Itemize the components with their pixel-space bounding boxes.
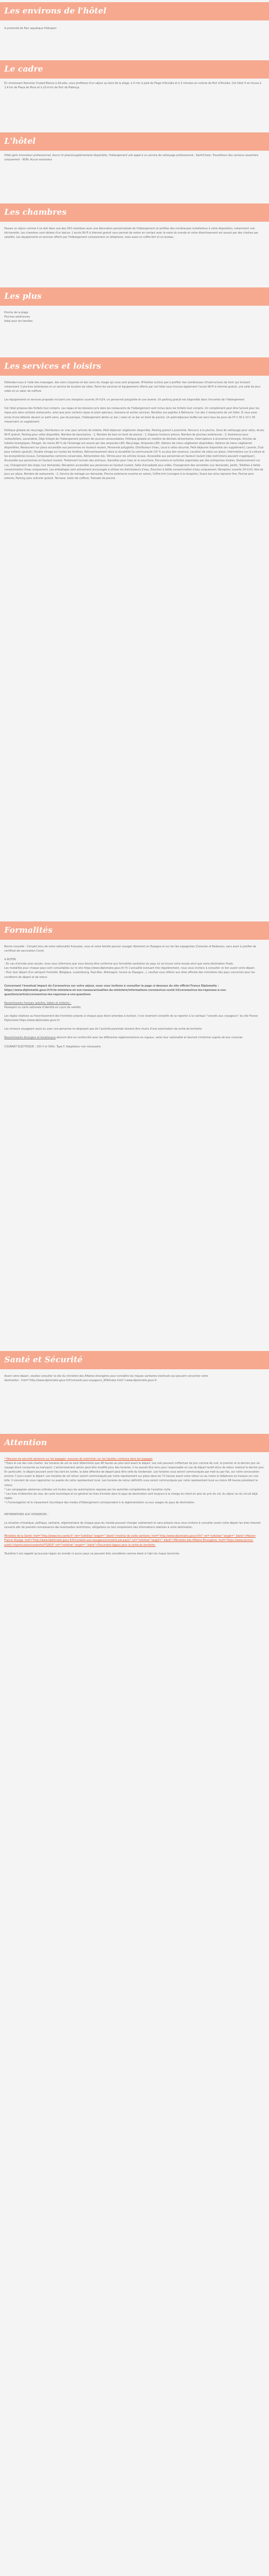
section-title-services: Les services et loisirs xyxy=(4,361,101,371)
risque-terroriste-text: Toutefois il est rappelé qu'aucune région du monde ni aucun pays ne peuvent être considérés comme étant à l'abri du risque terroriste. xyxy=(4,1552,180,1556)
cadre-text: En choisissant Iberostar Ciudad Blanca à Alcudia, vous profiterez d'un séjour au bord de la plage, à 4 min à pied de Plage d'Alcúdia et à 3 minutes en voiture de Port d'Alcúdia. Cet hôtel 4 se trouve à 2,4 km de Playa de Muro et à 10,4 km de Port de Pollença. xyxy=(4,82,261,90)
section-header-cadre xyxy=(0,60,269,79)
ressortissants-etrangers-heading: Ressortissants étrangers et binationaux xyxy=(4,1037,56,1040)
hotel-text: Hôtel géré innovateur professionnel. Aucun lit pliant/supplémentaire disponible, l'hébergement soit appel à un service de nettoyage professionnel , EarthCheck, Travelifours des secteurs essentiels uniquement - NON; Aucun ascenseur xyxy=(4,154,259,162)
services-paragraph: Les équipements et services proposés incluent une réception ouverte 24 h/24, un personnel polyglotte et une laverie. Un parking gratuit est disponible dans l'enceinte de l'hébergement. xyxy=(4,399,245,402)
informations-voyageurs-text: La situation climatique, politique, sanitaire, réglementaire de chaque pays du monde pouvant changer subitement et sans préavis nous vous invitons à consulter avant votre départ les sites Internet suivants afin de prendre connaissance des éventuelles restrictions, obligations ou tout simplement des informations relatives à votre destination. xyxy=(4,1522,261,1530)
regles-frontieres-text: Les règles relatives au franchissement des frontières propres à chaque pays étant amenées à évoluer, il est vivement conseillé de se reporter à la rubrique "conseils aux voyageurs" du site France Diplomatie:https://www.diplomatie.gouv.fr/ xyxy=(4,1015,258,1023)
section-header-plus xyxy=(0,287,269,306)
attention-line: * Les frais d'obtention de visa, de carte touristique et en général les frais d'entrée dans le pays de destination sont toujours à la charge du client en plus du prix du vol, du séjour ou du circuit déjà réglés. xyxy=(4,1493,258,1500)
mineurs-text: Les mineurs voyageant seuls ou avec une personne ne disposant pas de l'autorité parentale doivent être munis d'une autorisation de sortie de territoire. xyxy=(4,1028,203,1031)
services-paragraph: Politique globale de recyclage, Distributeur en vrac pour articles de toilette, Petit-déjeuner végétarien disponible, Parking gratuit à proximité, Parcours à la piscine, Zone de nettoyage pour vélos, Accès Wi-Fi gratuit, Parking pour vélos disponible, Nombre de bars/salons : 1, Nombre de bars en bord de piscine : 1, Espaces fumeurs prévus, Nombre de piscines extérieures : 3, Assistance pour visites/billets, Lavandérie, Déjà Intégré de l'hébergement provient de sources renouvelables, Politique globale en matière de déchets alimentaires, Interrupteurs à économie d'énergie, Articles de toilette écologiques, Potager, Au moins 80 % de l'éclairage est assuré par des ampoules LED, Recyclage, Ampoules LED, Options de menu végétarien disponibles, Options de menu végétarien disponibles, Restaurant sur place accessible aux personnes en fauteuil roulant, Personnel polyglotte, Distributeur d'eau, Local à vélos sécurisé, Petit-déjeuner disponible (en supplément), Laverie, Club pour enfants (gratuit), Double vitrage sur toutes les fenêtres, Réinvestissement dans la durabilité (la communauté (10 % ou plus des revenus), Location de vélos sur place, Informations sur la culture et les écosystèmes locaux, Composantes cartonne conservées, Alimentation bio, Vitrine pour les articles locaux, Accessible aux personnes en fauteuil roulant (des restrictions peuvent s'appliquer), Accessible aux personnes en fauteuil roulant, Traitement humain des animaux, Gamelles pour l'eau et la nourriture, Excursions et activités organisées par des entreprises locales, Stationnement sur rue, Changement des draps (sur demande), Réception accessible aux personnes en fauteuil roulant, Salle d'arcade/de jeux vidéo, Changement des serviettes (sur demande), Jardin, Toilettes à faible consommation d'eau uniquement, Les emballages sont activement encouragés à utiliser les distributeurs d'eau, Douches à faible consommation d'eau uniquement, Réception ouverte 24 h/24, Aire de jeux sur place, Nombre de restaurants : 2, Service de ménage sur demande, Piscine extérieure ouverte en saison, Coffre-fort (consigne à la réception, Snack bar et/ou épicerie fine, Piscine pour enfants, Parking sans voiturier gratuit, Terrasse, Salon de coiffure, Transats de piscine xyxy=(4,429,265,480)
a-noter-line: - Pour tout départ d'un aéroport frontalier (Belgique, Luxembourg, Pays-Bas, Allemagne, Suisse ou Espagne...), veuillez vous référer aux sites officiels des ministères des pays concernés pour les conditions de départ et de retour. xyxy=(4,972,255,979)
section-title-hotel: L'hôtel xyxy=(4,136,36,146)
ressortissants-etrangers-body: devront être en conformité avec les différentes réglementations en vigueur, selon leur nationalité et devront s'informer auprès de leur consulat. xyxy=(56,1037,244,1040)
section-title-sante: Santé et Sécurité xyxy=(4,1355,83,1364)
coronavirus-notice: Concernant l'éventuel impact du Coronavirus sur votre séjour, nous vous invitons à consulter la page ci-dessous du site officiel France Diplomatie : https://www.diplomatie.gouv.fr/fr/le-ministere-et-son-reseau/actualites-du-ministere/informations-coronavirus-covid-19/coronavirus-les-reponses-a-vos-questions/article/coronavirus-les-reponses-a-vos-questions xyxy=(4,984,227,996)
section-header-formalites xyxy=(0,921,269,940)
courant-electrique-text: COURANT ELECTRIQUE : 230 V et 50Hz. Type F. Adaptateur non nécessaire. xyxy=(4,1045,102,1048)
informations-voyageurs-heading: INFORMATIONS AUX VOYAGEURS : xyxy=(4,1514,49,1517)
section-title-environs: Les environs de l'hôtel xyxy=(4,6,107,16)
a-noter-heading: A NOTER xyxy=(4,959,16,962)
services-paragraph: Cet hôtel propose des forfaits tout compris. Les repas et les boissons pris dans les restaurants de l'hébergement sont inclus dans les forfaits tout compris. Un complément peut être facturé pour les repas pris dans certains restaurants, ainsi que pour certains repas et plats spéciaux, boissons et autres services. Révellez vos papilles à Bellveure, l'un des 2 restaurants de cet hôtel. Si vous avez envie d'une détente devant un petit verre, pas de panique, l'hébergement abrite un bar / salon et un bar en bord de piscine. Un petit-déjeuner buffet est servi tous les jours de 07 h 30 à 10 h 30 moyennant un supplément. xyxy=(4,407,259,424)
services-paragraph: Détendez-vous à l'aide des massages, des soins corporels et des soins du visage qui vous sont proposés. N'hésitez surtout pas à profiter des nombreuses infrastructures de loisir qui incluent notamment 3 piscines extérieures et un service de location de vélos. Parmi les services et équipements offerts par cet hôtel vous trouvez également l'accès Wi-Fi à Internet gratuit, une salle de jeux vidéo et un salon de coiffure. xyxy=(4,382,261,393)
ressortissants-francais-text: Passeport ou carte nationale d'identité en cours de validité. xyxy=(4,1007,82,1010)
ministere-sante-link[interactable]: Ministère de la Santé: href="http://www.invs.sante.fr" rel="nofollow" target="_blank">Institut de veille sanitaire; href="http://www.diplomatie.gouv.fr/fr/" rel="nofollow" target="_blank">Maison France Voyage. href="http://www.diplomatie.gouv.fr/fr/conseils-aux-voyageurs/conseils-par-pays/" rel="nofollow" target="_blank">Ministère des Affaires Etrangères. href="https://www.service-public.fr/particuliers/vosdroits/F32820" rel="nofollow" target="_blank">Document légaux pour la sortie du territoire. xyxy=(4,1535,256,1547)
section-header-attention xyxy=(0,1434,269,1452)
section-title-attention: Attention xyxy=(4,1438,47,1447)
attention-line: * Dans le cas des vols charter, les horaires de vol ne sont déterminés que 48 heures au plus tard avant le départ. Les vols peuvent s'effectuer de jour comme de nuit, le premier et le dernier jour du voyage étant consacrés au transport. L'acheminement aérien peut être modifié pour des horaires. Il ne saurait être tenu pour responsable en cas de départ tardif et/ou de retour matinal le dernier jour. En particulier, le départ pouvant avoir lieu tard en soirée, la date effective de départ peut être celle du lendemain. Les horaires vous seront communiqués par mail ou par fax, sur votre convocation environ 7 jours avant le départ. Les horaires de vol retour seront communiqués par notre représentant sur place dans les 72 heures avant votre retour ou au moins le téléphone ou travaux sur une bille. Il convient de vous rapprocher ou auprès de notre représentant local. Les horaires de retour définitifs vous seront communiqués par notre représentant local au moins 48 heures précédant le retour. xyxy=(4,1462,265,1487)
environs-text: A proximité de Parc aquatique Hidroparc xyxy=(4,27,57,30)
sante-text: Avant votre départ, veuillez consulter le site du ministère des Affaires étrangères pour connaître les risques sanitaires éventuels qui peuvent concerner votre xyxy=(4,1375,208,1378)
attention-line: * L'homologation et le classement touristique des modes d'hébergement correspondent à la réglementation ou aux usages du pays de destination. xyxy=(4,1501,195,1504)
plus-item: Proche de la plage xyxy=(4,312,29,314)
chambres-text: Passez un séjour comme il se doit dans une des 303 chambres avec une décoration personnalisée de l'hébergement et profitez des nombreuses installations à votre disposition, notamment une kitchenette. Les chambres sont dotées d'un balcon. L'accès Wi-Fi à Internet gratuit vous permet de rester en contact avec le reste du monde et votre divertissement est assuré par des chaînes par satellite. Les équipements et services offerts par l'hébergement comprennent un téléphone, mais aussi un coffre-fort et un bureau. xyxy=(4,228,258,240)
plus-item: Idéal pour les familles xyxy=(4,320,33,323)
a-noter-line: - En cas d'arrivée avec escale, nous vous informons que vous devrez être conforme aux formalités sanitaires du pays où se trouve votre escale ainsi que votre destination finale. xyxy=(4,963,234,966)
section-header-services xyxy=(0,357,269,376)
section-header-environs xyxy=(0,2,269,20)
section-header-hotel xyxy=(0,132,269,151)
section-title-chambres: Les chambres xyxy=(4,207,67,217)
section-title-plus: Les plus xyxy=(4,291,42,301)
sante-link-text: destination : href="http://www.diplomatie.gouv.fr/fr/conseils-aux-voyageurs_909/index.html">www.diplomatie.gouv.fr xyxy=(4,1380,157,1383)
section-title-cadre: Le cadre xyxy=(4,64,44,74)
ressortissants-francais-heading: Ressortissants français (adultes, bébés et enfants) : xyxy=(4,1002,72,1005)
bagages-link[interactable]: * Mesures de sécurité aérienne sur les bagages: mesures de restriction sur les liquides contenus dans les bagages xyxy=(4,1458,153,1461)
section-header-chambres xyxy=(0,203,269,222)
attention-line xyxy=(4,1458,265,1462)
a-noter-line: Les modalités pour chaque pays sont consultables sur le site https://www.diplomatie.gouv.fr/ fr/ L'actualité évoluant très régulièrement, nous vous invitons à consulter ce lien avant votre départ. xyxy=(4,967,256,970)
ministere-sante-links xyxy=(4,1535,265,1547)
attention-line: * Les compagnies aériennes utilisées ont toutes reçu les autorisations requises par les autorités compétentes de l'aviation civile. xyxy=(4,1488,172,1491)
ressortissants-etrangers-text xyxy=(4,1036,265,1040)
section-header-sante xyxy=(0,1351,269,1369)
section-title-formalites: Formalités xyxy=(4,925,53,935)
formalites-intro: Bonne nouvelle : Compte tenu de votre nationalité française, vous et votre famille pouvez voyager librement en Espagne et sur les îles espagnoles (Canaries et Baléares), sans avoir à justifier de certificat de vaccination Covid. xyxy=(4,946,257,953)
plus-item: Piscines extérieures xyxy=(4,316,30,319)
